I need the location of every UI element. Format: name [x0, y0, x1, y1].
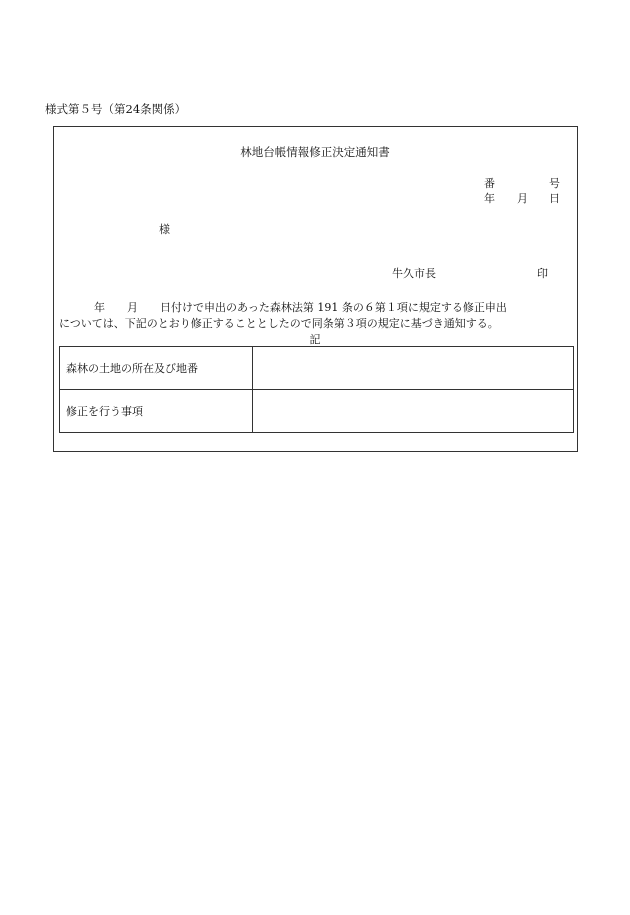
body-month: 月	[127, 301, 138, 314]
correction-label-cell: 修正を行う事項	[60, 390, 253, 433]
body-text-line-1	[66, 302, 586, 313]
detail-table	[59, 346, 574, 433]
location-label-cell: 森林の土地の所在及び地番	[60, 347, 253, 390]
location-value-cell	[253, 347, 574, 390]
body-year: 年	[94, 301, 105, 314]
table-row	[60, 347, 574, 390]
correction-value-cell	[253, 390, 574, 433]
number-field-suffix: 号	[549, 177, 560, 190]
addressee-suffix: 様	[159, 223, 170, 236]
date-year-label: 年	[484, 192, 495, 205]
form-number-label: 様式第５号（第24条関係）	[45, 102, 187, 116]
date-day-label: 日	[549, 192, 560, 205]
number-field-label: 番	[484, 177, 495, 190]
document-title: 林地台帳情報修正決定通知書	[240, 145, 390, 159]
table-row	[60, 390, 574, 433]
body-text-line-2: については、下記のとおり修正することとしたので同条第３項の規定に基づき通知する。	[59, 317, 499, 330]
seal-mark: 印	[537, 267, 548, 280]
issuer-name: 牛久市長	[392, 267, 436, 280]
body-rest: 日付けで申出のあった森林法第 191 条の６第１項に規定する修正申出	[160, 301, 507, 314]
date-month-label: 月	[517, 192, 528, 205]
ki-label: 記	[309, 333, 321, 346]
